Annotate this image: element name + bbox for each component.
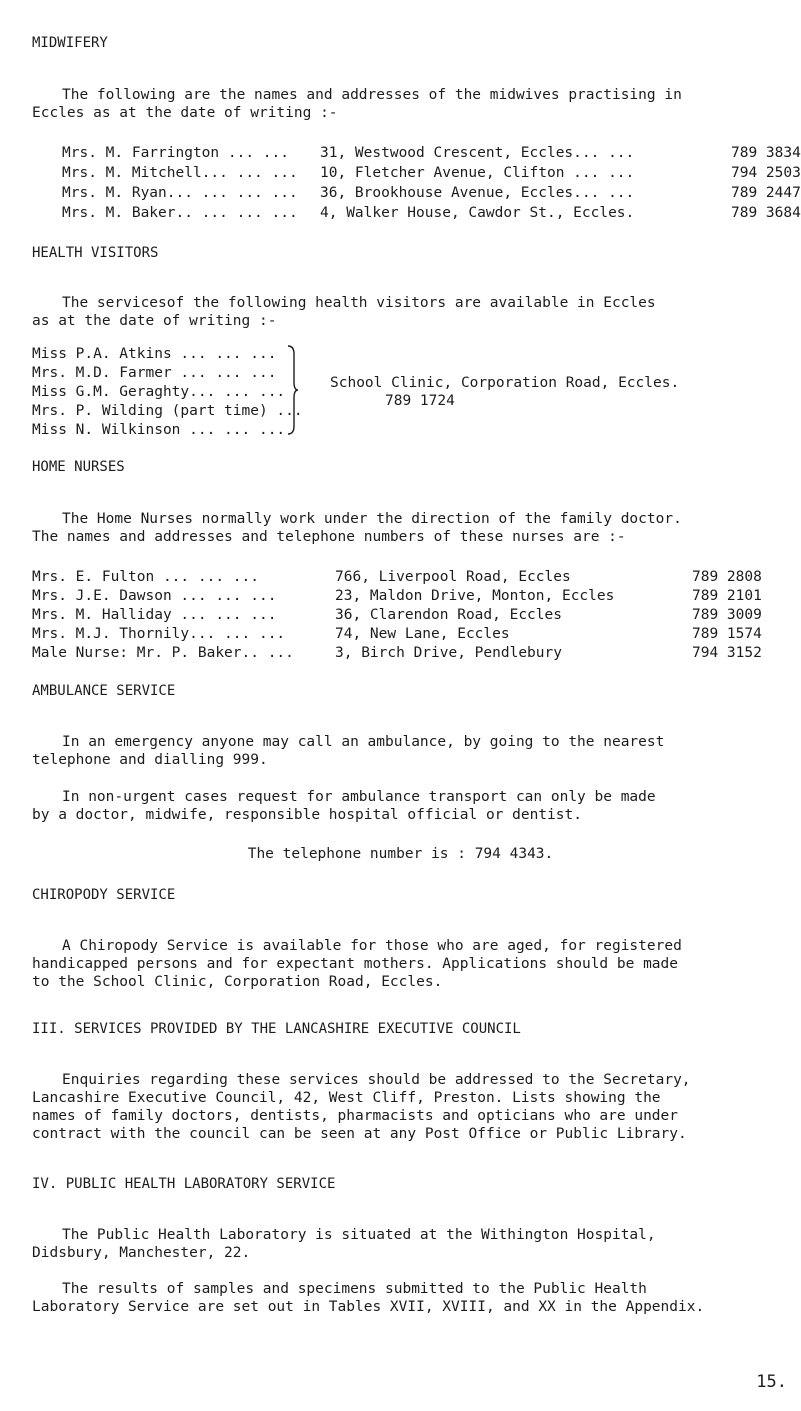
nurse-telephone: 794 3152: [692, 645, 762, 661]
nurse-telephone: 789 2101: [692, 588, 762, 604]
section-heading-midwifery: MIDWIFERY: [32, 35, 108, 51]
ambulance-paragraph-non-urgent: In non-urgent cases request for ambulance transport can only be made by a doctor, midwife, responsible hospital official or dentist.: [32, 789, 656, 823]
health-visitors-intro: The servicesof the following health visitors are available in Eccles as at the date of writing :-: [32, 295, 656, 329]
health-visitor-name: Miss N. Wilkinson ... ... ...: [32, 422, 286, 438]
nurse-name: Mrs. J.E. Dawson ... ... ...: [32, 588, 277, 604]
section-heading-home-nurses: HOME NURSES: [32, 459, 125, 475]
health-visitor-name: Miss P.A. Atkins ... ... ...: [32, 346, 277, 362]
section-heading-lancashire: III. SERVICES PROVIDED BY THE LANCASHIRE EXECUTIVE COUNCIL: [32, 1021, 521, 1037]
midwife-name: Mrs. M. Mitchell... ... ...: [62, 165, 298, 181]
nurse-telephone: 789 2808: [692, 569, 762, 585]
nurse-telephone: 789 3009: [692, 607, 762, 623]
section-heading-ambulance: AMBULANCE SERVICE: [32, 683, 176, 699]
midwife-telephone: 789 3834: [731, 145, 801, 161]
midwife-name: Mrs. M. Baker.. ... ... ...: [62, 205, 298, 221]
midwife-row: [62, 144, 801, 162]
midwife-address: 4, Walker House, Cawdor St., Eccles.: [320, 205, 635, 221]
nurse-name: Mrs. M. Halliday ... ... ...: [32, 607, 277, 623]
midwifery-intro: The following are the names and addresses of the midwives practising in Eccles as at the date of writing :-: [32, 87, 682, 121]
health-visitors-telephone: 789 1724: [385, 393, 455, 409]
grouping-brace: [286, 344, 300, 436]
midwife-row: [62, 204, 801, 222]
nurse-telephone: 789 1574: [692, 626, 762, 642]
laboratory-paragraph-location: The Public Health Laboratory is situated at the Withington Hospital, Didsbury, Manchester, 22.: [32, 1227, 656, 1261]
midwife-address: 10, Fletcher Avenue, Clifton ... ...: [320, 165, 635, 181]
ambulance-telephone: The telephone number is : 794 4343.: [247, 846, 554, 862]
home-nurses-intro: The Home Nurses normally work under the direction of the family doctor. The names and addresses and telephone numbers of these nurses are :-: [32, 511, 682, 545]
health-visitor-name: Mrs. P. Wilding (part time) ...: [32, 403, 303, 419]
midwife-telephone: 794 2503: [731, 165, 801, 181]
nurse-address: 74, New Lane, Eccles: [335, 626, 510, 642]
midwife-row: [62, 184, 801, 202]
nurse-name: Mrs. M.J. Thornily... ... ...: [32, 626, 286, 642]
nurse-address: 3, Birch Drive, Pendlebury: [335, 645, 562, 661]
nurse-address: 23, Maldon Drive, Monton, Eccles: [335, 588, 615, 604]
lancashire-paragraph: Enquiries regarding these services should be addressed to the Secretary, Lancashire Executive Council, 42, West Cliff, Preston. Lists showing the names of family doctors, dentists, pharmacists and opticians who are under contract with the council can be seen at any Post Office or Public Library.: [32, 1072, 691, 1142]
page-number: 15.: [756, 1372, 787, 1392]
section-heading-health-visitors: HEALTH VISITORS: [32, 245, 159, 261]
health-visitor-name: Mrs. M.D. Farmer ... ... ...: [32, 365, 277, 381]
nurse-name: Male Nurse: Mr. P. Baker.. ...: [32, 645, 294, 661]
health-visitors-location: School Clinic, Corporation Road, Eccles.: [330, 375, 680, 391]
nurse-name: Mrs. E. Fulton ... ... ...: [32, 569, 259, 585]
midwife-name: Mrs. M. Farrington ... ...: [62, 145, 289, 161]
midwife-address: 36, Brookhouse Avenue, Eccles... ...: [320, 185, 635, 201]
section-heading-laboratory: IV. PUBLIC HEALTH LABORATORY SERVICE: [32, 1176, 336, 1192]
laboratory-paragraph-results: The results of samples and specimens submitted to the Public Health Laboratory Service are set out in Tables XVII, XVIII, and XX in the Appendix.: [32, 1281, 705, 1315]
midwife-telephone: 789 2447: [731, 185, 801, 201]
ambulance-paragraph-emergency: In an emergency anyone may call an ambulance, by going to the nearest telephone and dialling 999.: [32, 734, 665, 768]
midwife-address: 31, Westwood Crescent, Eccles... ...: [320, 145, 635, 161]
nurse-address: 766, Liverpool Road, Eccles: [335, 569, 571, 585]
midwife-name: Mrs. M. Ryan... ... ... ...: [62, 185, 298, 201]
midwife-row: [62, 164, 801, 182]
section-heading-chiropody: CHIROPODY SERVICE: [32, 887, 176, 903]
nurse-address: 36, Clarendon Road, Eccles: [335, 607, 562, 623]
chiropody-paragraph: A Chiropody Service is available for those who are aged, for registered handicapped persons and for expectant mothers. Applications should be made to the School Clinic, Corporation Road, Eccles.: [32, 938, 682, 990]
health-visitor-name: Miss G.M. Geraghty... ... ...: [32, 384, 286, 400]
midwife-telephone: 789 3684: [731, 205, 801, 221]
